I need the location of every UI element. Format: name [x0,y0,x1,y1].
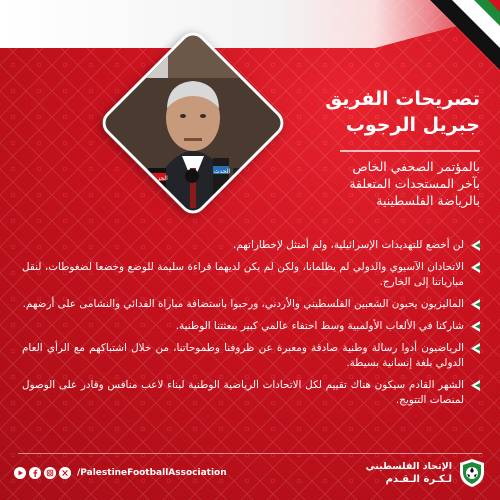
statement-text: شاركنا في الألعاب الأولمبية وسط احتفاء عالمي كبير ببعثتنا الوطنية. [175,320,464,332]
palestine-flag-corner [430,0,500,70]
subtitle-line-2: بآخر المستجدات المتعلقة [349,176,480,191]
social-handle[interactable]: /PalestineFootballAssociation [77,468,227,478]
headline-divider [340,150,480,152]
statement-item [22,238,480,253]
flag-bullet-icon [471,240,480,251]
statement-item [22,341,480,371]
statement-text: الرياضيون أدوا رسالة وطنية صادقة ومعبرة عن ظروفنا وطموحاتنا، من خلال اشتباكهم مع الرأي العام الدولي بلغة إنسانية بسيطة. [22,342,464,369]
footer-divider [18,453,482,454]
flag-bullet-icon [471,262,480,273]
statement-text: الشهر القادم سيكون هناك تقييم لكل الاتحادات الرياضية الوطنية لبناء لاعب منافس وقادر على الوصول لمنصات التتويج. [22,379,464,406]
federation-name-line-2: لـكـرة الـقـدم [385,474,452,485]
statement-item [22,319,480,334]
x-icon[interactable] [59,467,71,479]
facebook-icon[interactable] [29,467,41,479]
instagram-icon[interactable] [44,467,56,479]
youtube-icon[interactable] [14,467,26,479]
flag-bullet-icon [471,321,480,332]
statements-list [22,238,480,415]
statement-text: لن أخضع للتهديدات الإسرائيلية، ولم أمتثل لإخطاراتهم. [233,239,464,251]
federation-crest-icon [458,458,486,488]
mic-label-aljazeera: الجزيرة [149,175,168,182]
flag-bullet-icon [471,299,480,310]
statement-item [22,297,480,312]
flag-bullet-icon [471,343,480,354]
statement-text: الماليزيون يحبون الشعبين الفلسطيني والأردني، ورحبوا باستضافة مباراة الفدائي والنشامى على أرضهم. [22,298,464,310]
federation-name [342,461,452,487]
headline-speaker-name: جبريل الرجوب [345,114,480,136]
headline-line-1: تصريحات الفريق [325,88,480,110]
statement-text: الاتحادان الآسيوي والدولي لم يظلمانا، ولكن لم يكن لديهما قراءة سليمة للوضع وخضعا لضغوطات، لنقل مبارياتنا إلى الخارج. [22,261,464,288]
subtitle [250,158,480,209]
subtitle-line-1: بالمؤتمر الصحفي الخاص [352,159,480,174]
mic-label-alhadath: الحدث [214,168,231,175]
statement-item [22,378,480,408]
social-links [14,467,227,479]
federation-name-line-1: الإتحاد الفلسطيني [365,461,452,472]
statement-item [22,260,480,290]
flag-bullet-icon [471,380,480,391]
subtitle-line-3: بالرياضة الفلسطينية [376,193,480,208]
